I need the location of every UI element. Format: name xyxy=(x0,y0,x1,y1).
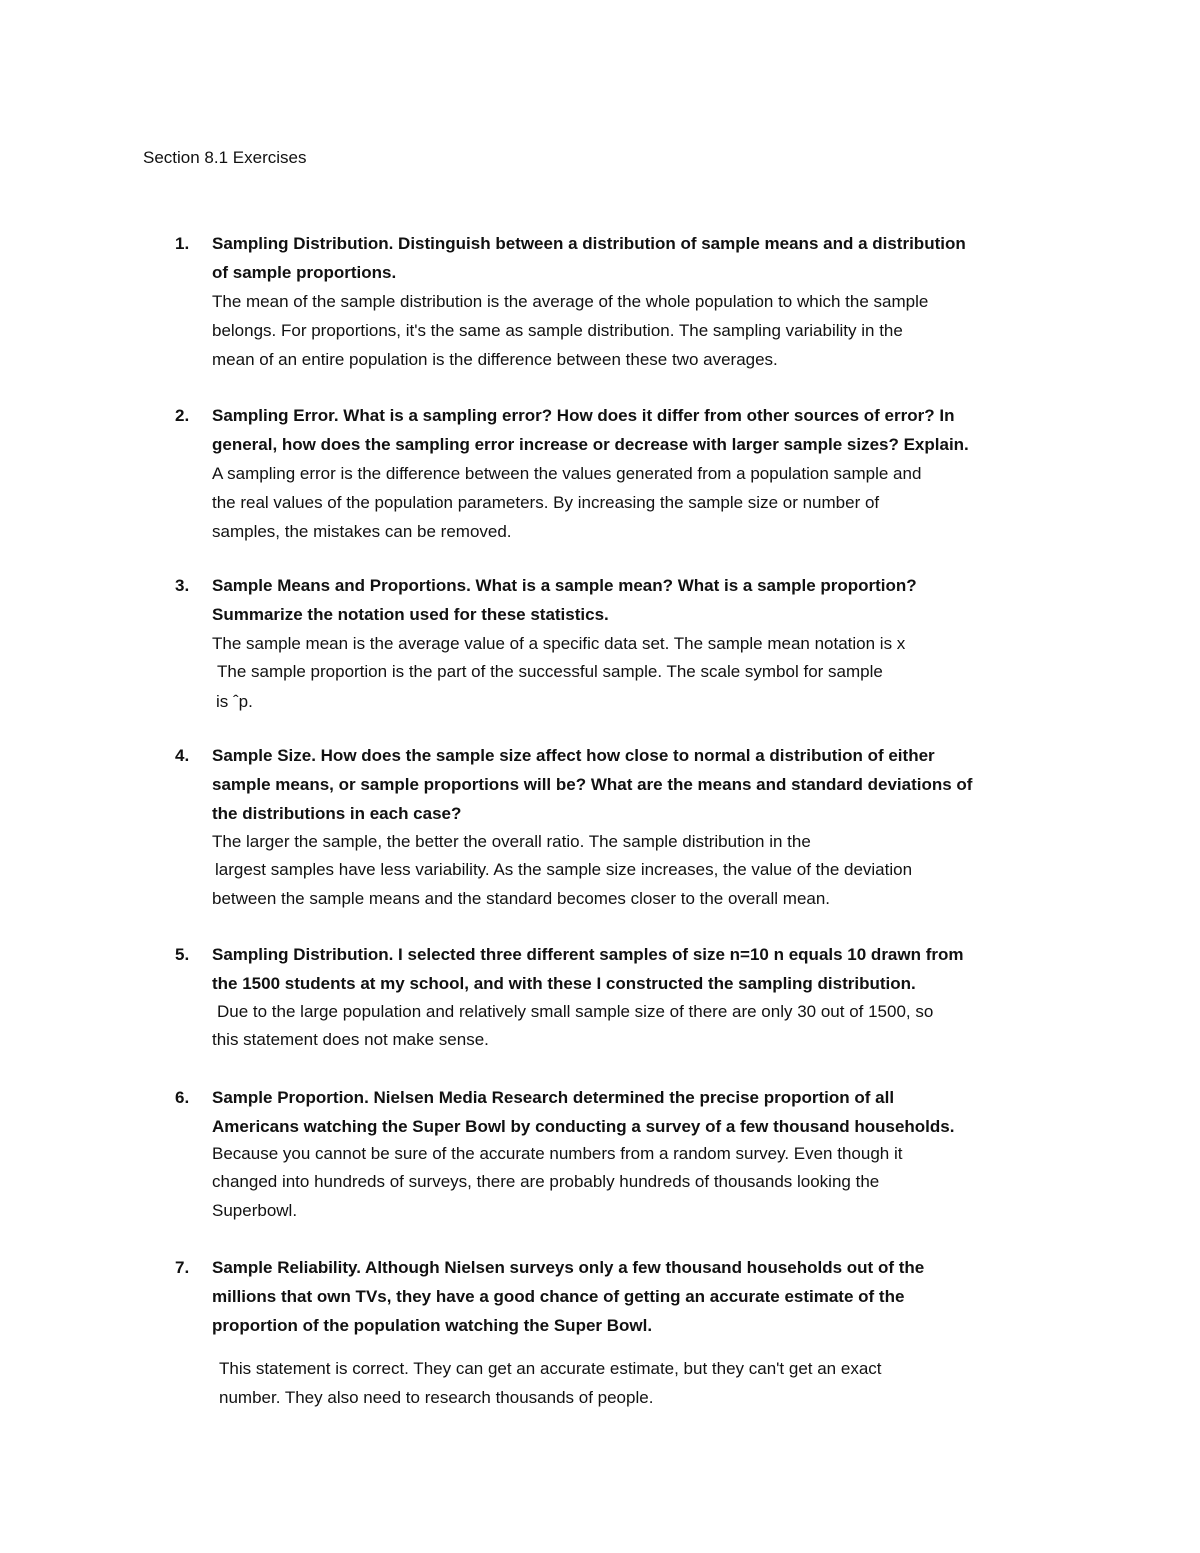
answer-line: Due to the large population and relatively small sample size of there are only 30 out of 1500, so xyxy=(217,1002,934,1021)
answer-line: The sample proportion is the part of the successful sample. The scale symbol for sample xyxy=(217,662,883,681)
answer-line: Because you cannot be sure of the accurate numbers from a random survey. Even though it xyxy=(212,1144,903,1163)
question-line: of sample proportions. xyxy=(212,263,397,282)
page-title: Section 8.1 Exercises xyxy=(143,148,307,167)
question-line: Sampling Error. What is a sampling error? How does it differ from other sources of error? In xyxy=(212,406,955,425)
answer-line: The larger the sample, the better the overall ratio. The sample distribution in the xyxy=(212,832,811,851)
question-line: the 1500 students at my school, and with these I constructed the sampling distribution. xyxy=(212,974,916,993)
exercise-number: 1. xyxy=(175,234,190,253)
answer-line: samples, the mistakes can be removed. xyxy=(212,522,512,541)
answer-line: The sample mean is the average value of a specific data set. The sample mean notation is x xyxy=(212,634,906,653)
answer-line: number. They also need to research thousands of people. xyxy=(219,1388,654,1407)
question-line: Sampling Distribution. Distinguish between a distribution of sample means and a distribution xyxy=(212,234,966,253)
answer-line: between the sample means and the standard becomes closer to the overall mean. xyxy=(212,889,831,908)
exercise-number: 2. xyxy=(175,406,190,425)
exercise-number: 5. xyxy=(175,945,190,964)
question-line: Sampling Distribution. I selected three different samples of size n=10 n equals 10 drawn from xyxy=(212,945,964,964)
answer-line: mean of an entire population is the difference between these two averages. xyxy=(212,350,778,369)
question-line: Sample Size. How does the sample size affect how close to normal a distribution of either xyxy=(212,746,935,765)
question-line: the distributions in each case? xyxy=(212,804,462,823)
question-line: millions that own TVs, they have a good chance of getting an accurate estimate of the xyxy=(212,1287,905,1306)
answer-line: Superbowl. xyxy=(212,1201,298,1220)
answer-line: belongs. For proportions, it's the same as sample distribution. The sampling variability in the xyxy=(212,321,903,340)
question-line: Sample Proportion. Nielsen Media Research determined the precise proportion of all xyxy=(212,1088,895,1107)
question-line: Summarize the notation used for these statistics. xyxy=(212,605,609,624)
answer-line: this statement does not make sense. xyxy=(212,1030,489,1049)
question-line: general, how does the sampling error increase or decrease with larger sample sizes? Explain. xyxy=(212,435,969,454)
question-line: Sample Means and Proportions. What is a sample mean? What is a sample proportion? xyxy=(212,576,917,595)
exercise-number: 4. xyxy=(175,746,190,765)
question-line: proportion of the population watching the Super Bowl. xyxy=(212,1316,653,1335)
exercise-number: 7. xyxy=(175,1258,190,1277)
answer-line: A sampling error is the difference between the values generated from a population sample and xyxy=(212,464,922,483)
question-line: Americans watching the Super Bowl by conducting a survey of a few thousand households. xyxy=(212,1117,955,1136)
answer-line: This statement is correct. They can get an accurate estimate, but they can't get an exact xyxy=(219,1359,882,1378)
question-line: Sample Reliability. Although Nielsen surveys only a few thousand households out of the xyxy=(212,1258,925,1277)
answer-line: is ˆp. xyxy=(216,692,253,711)
exercise-number: 6. xyxy=(175,1088,190,1107)
question-line: sample means, or sample proportions will be? What are the means and standard deviations of xyxy=(212,775,973,794)
answer-line: the real values of the population parameters. By increasing the sample size or number of xyxy=(212,493,880,512)
exercise-number: 3. xyxy=(175,576,190,595)
answer-line: changed into hundreds of surveys, there are probably hundreds of thousands looking the xyxy=(212,1172,880,1191)
answer-line: The mean of the sample distribution is the average of the whole population to which the sample xyxy=(212,292,929,311)
answer-line: largest samples have less variability. As the sample size increases, the value of the deviation xyxy=(215,860,913,879)
